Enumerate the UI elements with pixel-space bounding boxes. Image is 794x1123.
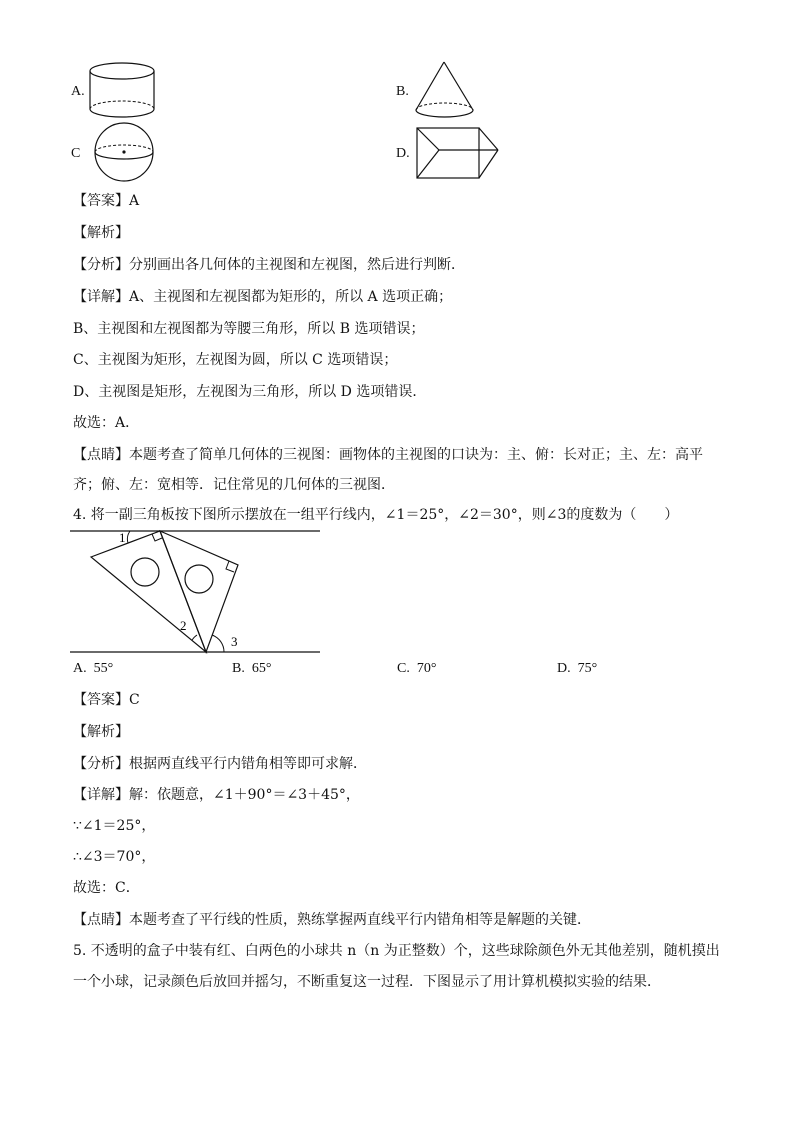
cylinder-figure [88, 60, 160, 124]
q4-choice: 故选：C． [73, 880, 140, 896]
q4-therefore-line: ∴∠3＝70°， [73, 849, 156, 865]
left-board-hole [131, 558, 159, 586]
xiangjie-text: A、主视图和左视图都为矩形的，所以 A 选项正确； [129, 289, 453, 305]
answer-value: A [129, 193, 140, 209]
dianjing-text: 本题考查了平行线的性质，熟练掌握两直线平行内错角相等是解题的关键． [129, 912, 591, 928]
analysis-tag: 【解析】 [73, 724, 129, 740]
fenxi-text: 分别画出各几何体的主视图和左视图，然后进行判断． [129, 257, 465, 273]
angle-1-label: 1 [119, 530, 126, 545]
option-a-label: A. [71, 84, 85, 99]
q4-dianjing-line [73, 911, 591, 929]
dianjing-tag: 【点睛】 [73, 912, 129, 928]
option-value: 75° [577, 661, 598, 676]
answer-value: C [129, 692, 140, 708]
q4-stem: 4. 将一副三角板按下图所示摆放在一组平行线内，∠1＝25°，∠2＝30°，则∠3的度数为（ ） [73, 507, 679, 523]
angle-3-label: 3 [231, 634, 238, 649]
answer-tag: 【答案】 [73, 692, 129, 708]
right-board-hole [185, 565, 213, 593]
q4-answer-line [73, 691, 140, 709]
option-d-label: D. [396, 146, 410, 161]
fenxi-tag: 【分析】 [73, 257, 129, 273]
option-label: D. [557, 661, 571, 676]
q3-answer-line [73, 192, 139, 210]
triangle-boards-figure [70, 528, 322, 656]
option-value: 70° [416, 661, 437, 676]
q3-line-d: D、主视图是矩形，左视图为三角形，所以 D 选项错误． [73, 384, 427, 400]
xiangjie-tag: 【详解】 [73, 289, 129, 305]
option-value: 65° [251, 661, 272, 676]
option-label: C. [397, 661, 410, 676]
q3-choice: 故选：A． [73, 415, 140, 431]
prism-figure [414, 122, 502, 182]
answer-tag: 【答案】 [73, 193, 129, 209]
q5-stem-line-1: 5. 不透明的盒子中装有红、白两色的小球共 n（n 为正整数）个，这些球除颜色外无其他差别，随机摸出 [73, 943, 720, 959]
fenxi-tag: 【分析】 [73, 756, 129, 772]
q4-option-c [397, 661, 436, 677]
option-value: 55° [93, 661, 114, 676]
q3-xiangjie-line [73, 288, 452, 306]
left-triangle-board [91, 531, 206, 652]
q4-because-line: ∵∠1＝25°， [73, 818, 156, 834]
option-label: B. [232, 661, 245, 676]
cone-figure [412, 58, 478, 124]
q3-dianjing-line-1 [73, 446, 703, 464]
right-triangle-board [160, 531, 238, 652]
q4-option-a [73, 661, 113, 677]
sphere-figure [88, 120, 162, 182]
dianjing-tag: 【点睛】 [73, 447, 129, 463]
fenxi-text: 根据两直线平行内错角相等即可求解． [129, 756, 367, 772]
q4-fenxi-line [73, 755, 367, 773]
q5-stem-line-2: 一个小球，记录颜色后放回并摇匀，不断重复这一过程．下图显示了用计算机模拟实验的结果． [73, 974, 661, 990]
q4-xiangjie-line [73, 786, 360, 804]
analysis-tag: 【解析】 [73, 225, 129, 241]
option-b-label: B. [396, 84, 409, 99]
q3-fenxi-line [73, 256, 465, 274]
xiangjie-text: 解：依题意，∠1＋90°＝∠3＋45°， [129, 787, 360, 803]
q3-line-c: C、主视图为矩形，左视图为圆，所以 C 选项错误； [73, 352, 398, 368]
dianjing-text: 本题考查了简单几何体的三视图：画物体的主视图的口诀为：主、俯：长对正；主、左：高平 [129, 447, 703, 463]
angle-2-label: 2 [180, 618, 187, 633]
q3-line-b: B、主视图和左视图都为等腰三角形，所以 B 选项错误； [73, 321, 425, 337]
option-c-label: C [71, 146, 81, 161]
option-label: A. [73, 661, 87, 676]
q3-dianjing-line-2: 齐；俯、左：宽相等．记住常见的几何体的三视图． [73, 477, 395, 493]
xiangjie-tag: 【详解】 [73, 787, 129, 803]
q4-option-d [557, 661, 597, 677]
q4-option-b [232, 661, 271, 677]
